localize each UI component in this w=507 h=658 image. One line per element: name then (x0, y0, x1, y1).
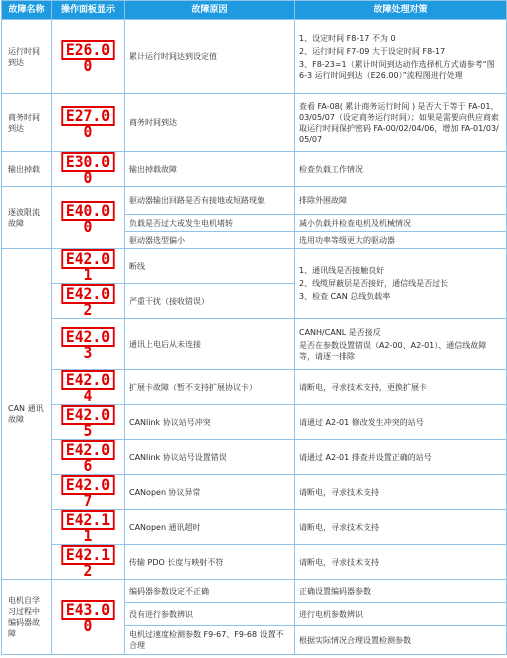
fault-name: 逐波限流故障 (2, 187, 52, 249)
fault-solution (295, 319, 507, 370)
table-row (2, 187, 507, 215)
fault-cause: CANopen 协议异常 (125, 475, 295, 510)
header-countermeasure: 故障处理对策 (295, 1, 507, 20)
fault-solution: 排除外围故障 (295, 187, 507, 215)
solution-line: 1、设定时间 F8-17 不为 0 (299, 33, 396, 43)
table-header-row (2, 1, 507, 20)
fault-cause: 商务时间到达 (125, 94, 295, 152)
fault-cause: 输出掉载故障 (125, 152, 295, 187)
table-row (2, 152, 507, 187)
fault-solution (295, 20, 507, 94)
panel-code-display: E42.11 (61, 510, 114, 530)
fault-cause: 累计运行时间达到设定值 (125, 20, 295, 94)
fault-cause: CANlink 协议站号设置错误 (125, 440, 295, 475)
fault-solution: 请断电，寻求技术支持 (295, 475, 507, 510)
solution-line: 1、通讯线是否接触良好 (299, 266, 385, 275)
fault-solution: 减小负载并检查电机及机械情况 (295, 215, 507, 232)
fault-solution: 请断电，寻求技术支持 (295, 510, 507, 545)
fault-solution: 正确设置编码器参数 (295, 580, 507, 603)
fault-cause: 严重干扰（接收错误） (125, 284, 295, 319)
fault-cause: 通讯上电后从未连接 (125, 319, 295, 370)
fault-cause: CANlink 协议站号冲突 (125, 405, 295, 440)
fault-cause: 驱动器输出回路是否有接地或短路现象 (125, 187, 295, 215)
panel-code-display: E42.02 (61, 284, 114, 304)
header-fault-name: 故障名称 (2, 1, 52, 20)
fault-cause: 扩展卡故障（暂不支持扩展协议卡） (125, 370, 295, 405)
fault-cause: 断线 (125, 249, 295, 284)
panel-code-display: E40.00 (61, 201, 114, 221)
solution-line: 3、检查 CAN 总线负载率 (299, 292, 391, 301)
fault-cause: 传输 PDO 长度与映射不符 (125, 545, 295, 580)
fault-cause: CANopen 通讯超时 (125, 510, 295, 545)
fault-solution: 根据实际情况合理设置检测参数 (295, 626, 507, 655)
table-row (2, 545, 507, 580)
table-row (2, 580, 507, 603)
panel-code-display: E27.00 (61, 106, 114, 126)
header-panel-display: 操作面板显示 (52, 1, 125, 20)
fault-table (1, 0, 507, 655)
table-row (2, 510, 507, 545)
fault-solution: 选用功率等级更大的驱动器 (295, 232, 507, 249)
panel-code-display: E42.01 (61, 249, 114, 269)
fault-name: CAN 通讯故障 (2, 249, 52, 580)
table-row (2, 475, 507, 510)
fault-cause: 编码器参数设定不正确 (125, 580, 295, 603)
table-row (2, 440, 507, 475)
table-row (2, 405, 507, 440)
table-row (2, 20, 507, 94)
fault-cause: 负载是否过大或发生电机堵转 (125, 215, 295, 232)
fault-solution: 请断电，寻求技术支持，更换扩展卡 (295, 370, 507, 405)
table-row (2, 370, 507, 405)
fault-cause: 驱动器选型偏小 (125, 232, 295, 249)
header-fault-cause: 故障原因 (125, 1, 295, 20)
panel-code-display: E42.04 (61, 370, 114, 390)
solution-line: 是否在参数设置错误（A2-00、A2-01）、通信线故障等，请逐一排除 (299, 340, 487, 361)
panel-code-display: E42.03 (61, 327, 114, 347)
fault-cause: 没有进行参数辨识 (125, 603, 295, 626)
fault-solution: 请断电，寻求技术支持 (295, 545, 507, 580)
fault-solution: 请通过 A2-01 修改发生冲突的站号 (295, 405, 507, 440)
table-row (2, 249, 507, 284)
fault-solution: 进行电机参数辨识 (295, 603, 507, 626)
panel-code-display: E42.12 (61, 545, 114, 565)
panel-code-display: E26.00 (61, 40, 114, 60)
fault-solution (295, 249, 507, 319)
panel-code-display: E42.07 (61, 475, 114, 495)
table-row (2, 94, 507, 152)
table-row (2, 319, 507, 370)
panel-code-display: E30.00 (61, 152, 114, 172)
fault-solution: 查看 FA-08( 累计商务运行时间 ) 是否大于等于 FA-01、03/05/07（设定商务运行时间）；如果是需要向供应商索取运行时间保护密码 FA-00/02/04/06，增加 FA-01/03/05/07 (295, 94, 507, 152)
fault-name: 运行时间到达 (2, 20, 52, 94)
panel-code-display: E43.00 (61, 600, 114, 620)
solution-line: 3、F8-23=1（累计时间到达动作选择机方式请参考“图 6-3 运行时间到达（E26.00）”流程图进行处理 (299, 59, 495, 80)
panel-code-display: E42.06 (61, 440, 114, 460)
fault-solution: 请通过 A2-01 排查并设置正确的站号 (295, 440, 507, 475)
panel-code-display: E42.05 (61, 405, 114, 425)
solution-line: CANH/CANL 是否接反 (299, 327, 381, 337)
fault-solution: 检查负载工作情况 (295, 152, 507, 187)
fault-name: 输出掉载 (2, 152, 52, 187)
fault-name: 电机自学习过程中编码器故障 (2, 580, 52, 655)
solution-line: 2、运行时间 F7-09 大于设定时间 F8-17 (299, 46, 446, 56)
fault-name: 商务时间到达 (2, 94, 52, 152)
fault-cause: 电机过速度检测参数 F9-67、F9-68 设置不合理 (125, 626, 295, 655)
solution-line: 2、线缆屏蔽层是否接好，通信线是否过长 (299, 279, 449, 288)
